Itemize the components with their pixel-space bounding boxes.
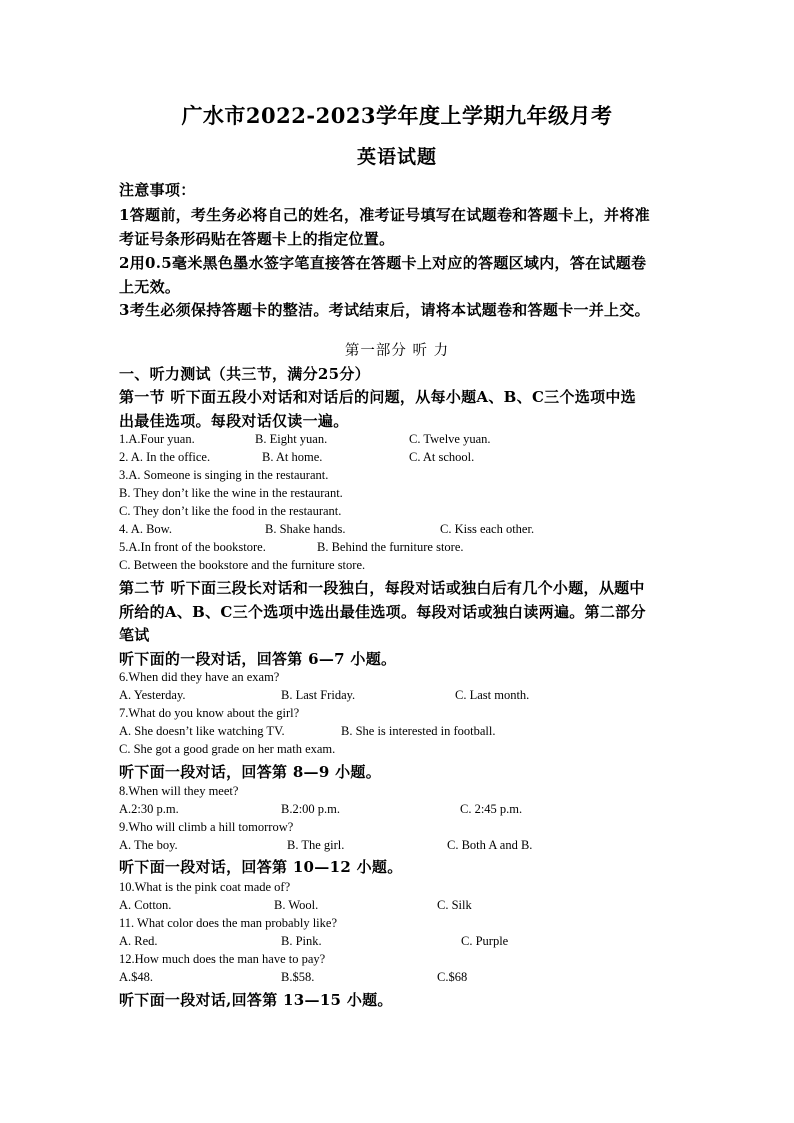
q7-stem: 7.What do you know about the girl?	[119, 706, 300, 720]
q7-option-b: B. She is interested in football.	[341, 724, 496, 738]
q2-option-c: C. At school.	[409, 450, 475, 464]
q11-option-b: B. Pink.	[281, 934, 322, 948]
q6-stem: 6.When did they have an exam?	[119, 670, 280, 684]
q2-option-a: 2. A. In the office.	[119, 450, 211, 464]
q10-option-b: B. Wool.	[274, 898, 319, 912]
q11-stem: 11. What color does the man probably like?	[119, 916, 337, 930]
notice-line: 1答题前，考生务必将自己的姓名，准考证号填写在试题卷和答题卡上，并将准	[119, 206, 650, 224]
notice-line: 3考生必须保持答题卡的整洁。考试结束后，请将本试题卷和答题卡一并上交。	[119, 301, 650, 319]
section1-instruction: 出最佳选项。每段对话仅读一遍。	[119, 412, 349, 430]
q10-option-a: A. Cotton.	[119, 898, 172, 912]
q3-option-c: C. They don’t like the food in the restaurant.	[119, 504, 342, 518]
q1-option-b: B. Eight yuan.	[255, 432, 328, 446]
q12-stem: 12.How much does the man have to pay?	[119, 952, 326, 966]
q9-option-b: B. The girl.	[287, 838, 345, 852]
notice-line: 考证号条形码贴在答题卡上的指定位置。	[119, 230, 395, 248]
q10-stem: 10.What is the pink coat made of?	[119, 880, 291, 894]
q3-option-b: B. They don’t like the wine in the restaurant.	[119, 486, 343, 500]
q1-option-a: 1.A.Four yuan.	[119, 432, 195, 446]
q12-option-a: A.$48.	[119, 970, 154, 984]
dialog-heading: 听下面一段对话，回答第 8—9 小题。	[119, 763, 382, 781]
q3-option-a: 3.A. Someone is singing in the restaurant.	[119, 468, 329, 482]
q6-option-c: C. Last month.	[455, 688, 530, 702]
q12-option-b: B.$58.	[281, 970, 315, 984]
q11-option-c: C. Purple	[461, 934, 509, 948]
q6-option-b: B. Last Friday.	[281, 688, 356, 702]
q12-option-c: C.$68	[437, 970, 468, 984]
q8-option-c: C. 2:45 p.m.	[460, 802, 523, 816]
exam-title: 广水市2022-2023学年度上学期九年级月考	[181, 103, 613, 128]
q5-option-a: 5.A.In front of the bookstore.	[119, 540, 266, 554]
q10-option-c: C. Silk	[437, 898, 472, 912]
q8-option-a: A.2:30 p.m.	[119, 802, 179, 816]
notice-heading: 注意事项：	[119, 181, 196, 199]
q4-option-b: B. Shake hands.	[265, 522, 346, 536]
part-heading: 第一部分 听 力	[344, 343, 450, 359]
q5-option-c: C. Between the bookstore and the furniture store.	[119, 558, 366, 572]
q4-option-a: 4. A. Bow.	[119, 522, 173, 536]
q9-option-c: C. Both A and B.	[447, 838, 533, 852]
q4-option-c: C. Kiss each other.	[440, 522, 535, 536]
q9-stem: 9.Who will climb a hill tomorrow?	[119, 820, 294, 834]
section2-instruction: 所给的A、B、C三个选项中选出最佳选项。每段对话或独白读两遍。第二部分	[119, 603, 646, 621]
q2-option-b: B. At home.	[262, 450, 323, 464]
notice-line: 上无效。	[119, 278, 181, 296]
listening-heading: 一、听力测试（共三节，满分25分）	[119, 365, 370, 383]
q6-option-a: A. Yesterday.	[119, 688, 186, 702]
q11-option-a: A. Red.	[119, 934, 158, 948]
q9-option-a: A. The boy.	[119, 838, 178, 852]
q7-option-a: A. She doesn’t like watching TV.	[119, 724, 285, 738]
dialog-heading: 听下面一段对话，回答第 10—12 小题。	[119, 858, 403, 876]
exam-subtitle: 英语试题	[356, 146, 437, 168]
notice-line: 2用0.5毫米黑色墨水签字笔直接答在答题卡上对应的答题区域内，答在试题卷	[119, 254, 647, 272]
dialog-heading: 听下面的一段对话，回答第 6—7 小题。	[119, 650, 397, 668]
section1-instruction: 第一节 听下面五段小对话和对话后的问题，从每小题A、B、C三个选项中选	[119, 388, 636, 406]
q8-option-b: B.2:00 p.m.	[281, 802, 341, 816]
q7-option-c: C. She got a good grade on her math exam.	[119, 742, 336, 756]
q8-stem: 8.When will they meet?	[119, 784, 239, 798]
q1-option-c: C. Twelve yuan.	[409, 432, 491, 446]
q5-option-b: B. Behind the furniture store.	[317, 540, 464, 554]
section2-instruction: 第二节 听下面三段长对话和一段独白，每段对话或独白后有几个小题，从题中	[119, 579, 645, 597]
section2-instruction: 笔试	[119, 626, 150, 644]
dialog-heading: 听下面一段对话,回答第 13—15 小题。	[119, 991, 393, 1009]
